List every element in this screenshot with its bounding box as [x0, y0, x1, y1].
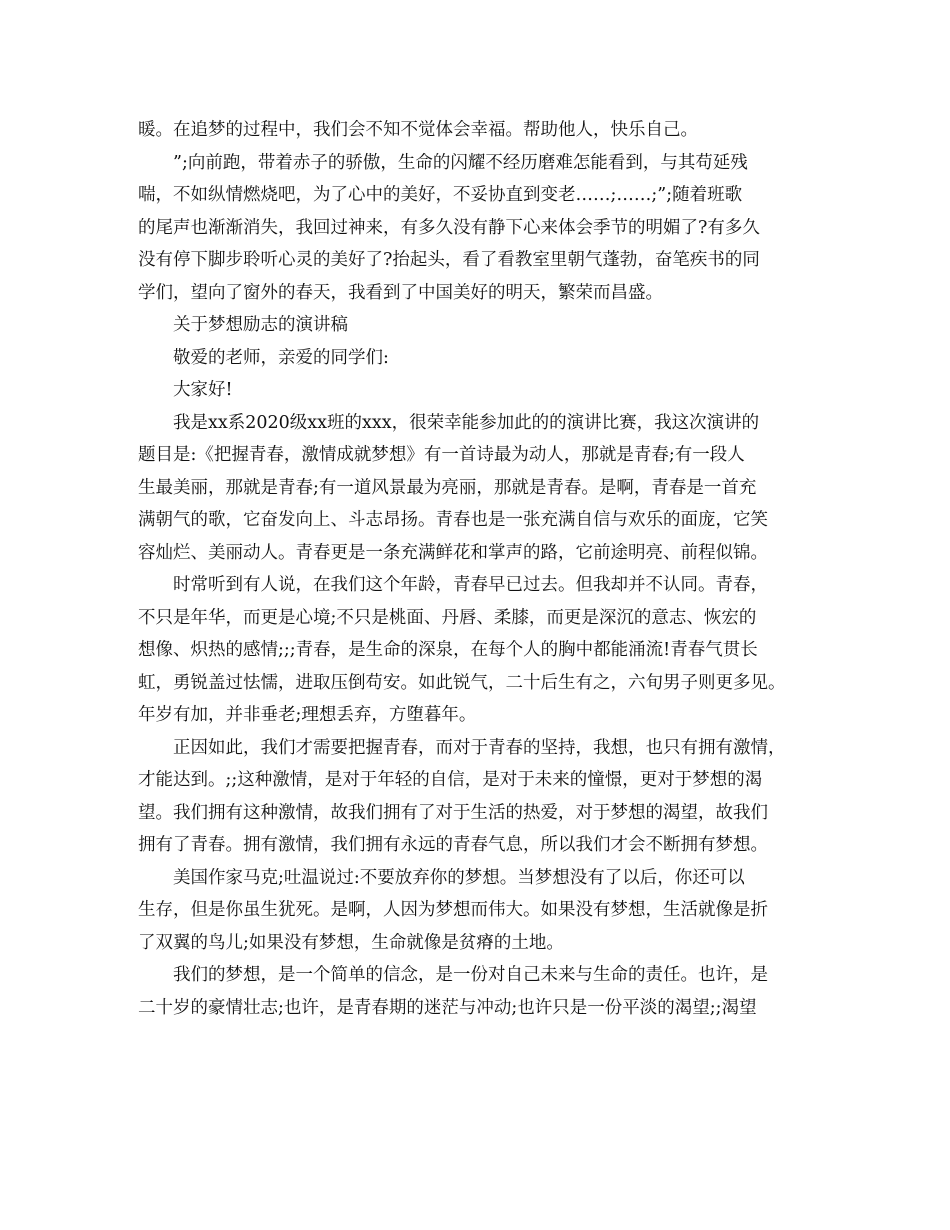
text-line: 不只是年华，而更是心境;不只是桃面、丹唇、柔膝，而更是深沉的意志、恢宏的: [138, 607, 757, 628]
text-line: 关于梦想励志的演讲稿: [173, 315, 348, 335]
text-line: 没有停下脚步聆听心灵的美好了?抬起头，看了看教室里朝气蓬勃，奋笔疾书的同: [138, 250, 760, 270]
text-line: 容灿烂、美丽动人。青春更是一条充满鲜花和掌声的路，它前途明亮、前程似锦。: [138, 542, 768, 563]
text-line: 生存，但是你虽生犹死。是啊，人因为梦想而伟大。如果没有梦想，生活就像是折: [138, 900, 768, 920]
paragraph: [138, 569, 828, 732]
text-line: 大家好!: [173, 380, 233, 400]
paragraph: [138, 374, 828, 407]
paragraph: [138, 959, 828, 1024]
text-line: 正因如此，我们才需要把握青春，而对于青春的坚持，我想，也只有拥有激情，: [173, 737, 786, 758]
text-line: 我们的梦想，是一个简单的信念，是一份对自己未来与生命的责任。也许，是: [173, 965, 768, 985]
text-line: 才能达到。;;这种激情，是对于年轻的自信，是对于未来的憧憬，更对于梦想的渴: [138, 770, 763, 790]
text-line: 想像、炽热的感情;;;青春，是生命的深泉，在每个人的胸中都能涌流!青春气贯长: [138, 640, 758, 660]
text-line: ”;向前跑，带着赤子的骄傲，生命的闪耀不经历磨难怎能看到，与其苟延残: [173, 152, 748, 173]
text-line: 满朝气的歌，它奋发向上、斗志昂扬。青春也是一张充满自信与欢乐的面庞，它笑: [138, 510, 768, 530]
text-line: 暖。在追梦的过程中，我们会不知不觉体会幸福。帮助他人，快乐自己。: [138, 120, 698, 140]
text-line: 年岁有加，并非垂老;理想丢弃，方堕暮年。: [138, 705, 477, 725]
paragraph: [138, 342, 828, 375]
paragraph: [138, 114, 828, 147]
paragraph: [138, 862, 828, 960]
text-line: 我是xx系2020级xx班的xxx，很荣幸能参加此的的演讲比赛，我这次演讲的: [173, 412, 760, 433]
text-line: 拥有了青春。拥有激情，我们拥有永远的青春气息，所以我们才会不断拥有梦想。: [138, 835, 768, 855]
text-line: 学们，望向了窗外的春天，我看到了中国美好的明天，繁荣而昌盛。: [138, 282, 663, 303]
text-line: 时常听到有人说，在我们这个年龄，青春早已过去。但我却并不认同。青春，: [173, 575, 768, 595]
text-line: 的尾声也渐渐消失，我回过神来，有多久没有静下心来体会季节的明媚了?有多久: [138, 217, 760, 238]
paragraph: [138, 309, 828, 342]
paragraph: [138, 147, 828, 310]
text-line: 喘，不如纵情燃烧吧，为了心中的美好，不妥协直到变老……;……;”;随着班歌: [138, 185, 743, 205]
text-line: 题目是:《把握青春，激情成就梦想》有一首诗最为动人，那就是青春;有一段人: [138, 445, 745, 465]
text-line: 敬爱的老师，亲爱的同学们:: [173, 347, 389, 368]
text-line: 生最美丽，那就是青春;有一道风景最为亮丽，那就是青春。是啊，青春是一首充: [138, 477, 757, 498]
document-body: [138, 114, 828, 1024]
text-line: 虹，勇锐盖过怯懦，进取压倒苟安。如此锐气，二十后生有之，六旬男子则更多见。: [138, 672, 786, 693]
text-line: 二十岁的豪情壮志;也许，是青春期的迷茫与冲动;也许只是一份平淡的渴望;;渴望: [138, 997, 757, 1018]
text-line: 望。我们拥有这种激情，故我们拥有了对于生活的热爱，对于梦想的渴望，故我们: [138, 802, 768, 823]
text-line: 了双翼的鸟儿;如果没有梦想，生命就像是贫瘠的土地。: [138, 932, 564, 953]
paragraph: [138, 407, 828, 570]
text-line: 美国作家马克;吐温说过:不要放弃你的梦想。当梦想没有了以后，你还可以: [173, 867, 745, 888]
paragraph: [138, 732, 828, 862]
